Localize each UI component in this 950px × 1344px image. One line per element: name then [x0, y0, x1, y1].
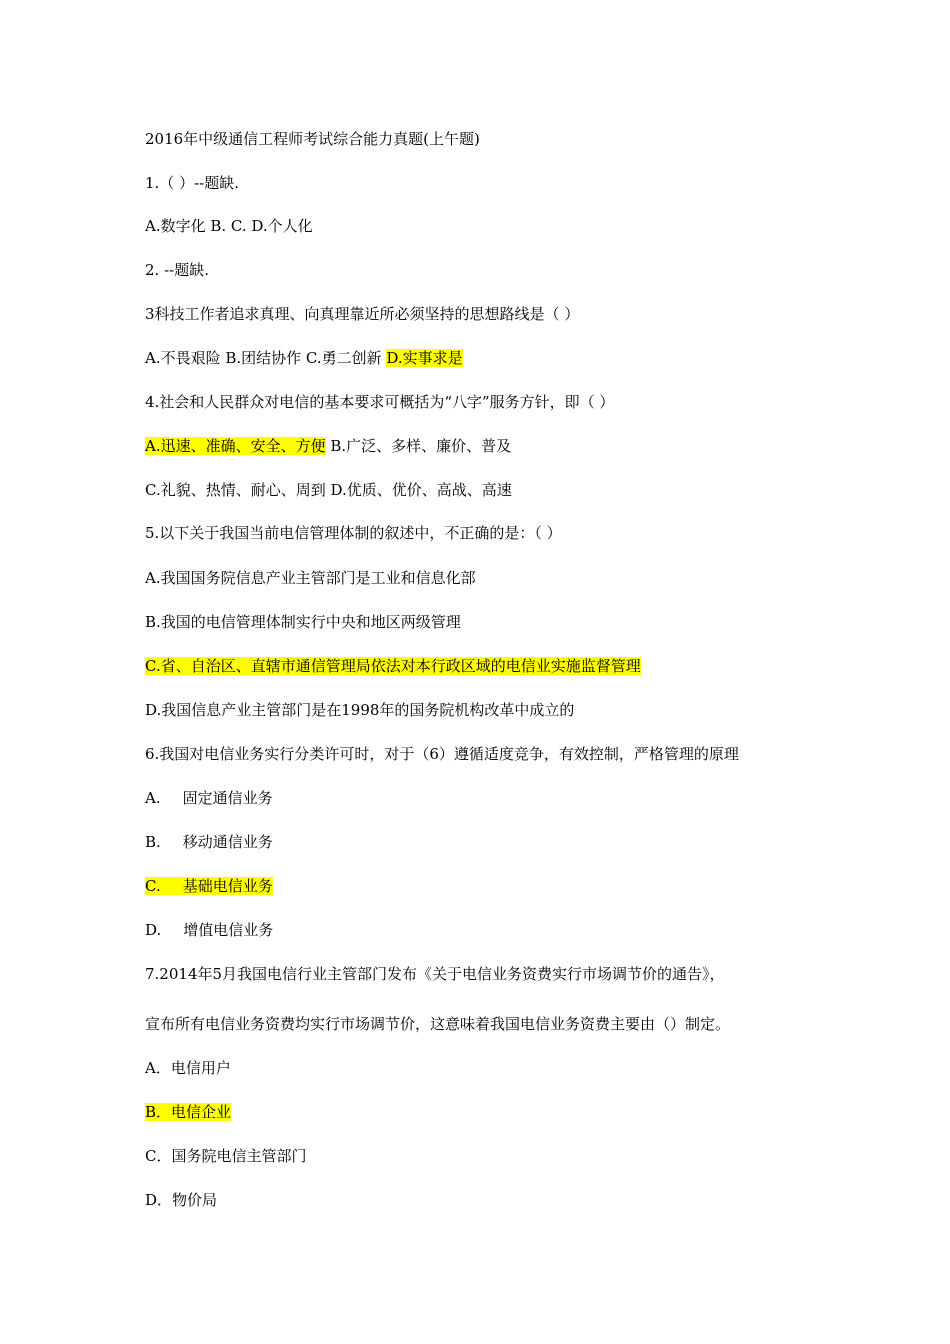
- option-label: B.: [145, 833, 161, 851]
- question-4-options-ab: [145, 435, 511, 457]
- option-label: D.: [145, 921, 162, 939]
- question-5-option-c: [145, 655, 641, 677]
- answer-highlight: C.省、自治区、直辖市通信管理局依法对本行政区域的电信业实施监督管理: [145, 657, 641, 675]
- answer-highlight: A.迅速、准确、安全、方便: [145, 437, 326, 455]
- options-text: B.广泛、多样、廉价、普及: [325, 437, 512, 455]
- question-7-option-a: A．电信用户: [145, 1059, 231, 1077]
- question-6-option-c: [145, 875, 273, 897]
- question-5-option-a: A.我国国务院信息产业主管部门是工业和信息化部: [145, 569, 476, 587]
- question-7-option-d: D．物价局: [145, 1191, 218, 1209]
- question-7-option-b: [145, 1101, 231, 1123]
- option-text: 增值电信业务: [183, 921, 274, 939]
- question-7-option-c: C．国务院电信主管部门: [145, 1147, 307, 1165]
- option-text: 移动通信业务: [182, 833, 273, 851]
- option-text: 固定通信业务: [182, 789, 273, 807]
- document-title: 2016年中级通信工程师考试综合能力真题(上午题): [145, 130, 480, 148]
- question-6-option-d: [145, 919, 273, 941]
- answer-highlight: B．电信企业: [145, 1103, 232, 1121]
- option-label: A.: [145, 789, 161, 807]
- option-label: C.: [145, 877, 161, 895]
- question-4-options-cd: C.礼貌、热情、耐心、周到 D.优质、优价、高战、高速: [145, 481, 512, 499]
- question-6: 6.我国对电信业务实行分类许可时，对于（6）遵循适度竞争，有效控制，严格管理的原理: [145, 745, 739, 763]
- question-1: 1.（ ）--题缺.: [145, 174, 239, 192]
- question-5-option-b: B.我国的电信管理体制实行中央和地区两级管理: [145, 613, 461, 631]
- question-5-option-d: D.我国信息产业主管部门是在1998年的国务院机构改革中成立的: [145, 701, 575, 719]
- question-2: 2. --题缺.: [145, 261, 209, 279]
- question-5: 5.以下关于我国当前电信管理体制的叙述中，不正确的是：（ ）: [145, 524, 562, 542]
- question-7-line-2: 宣布所有电信业务资费均实行市场调节价，这意味着我国电信业务资费主要由（）制定。: [145, 1015, 731, 1033]
- question-7-line-1: 7.2014年5月我国电信行业主管部门发布《关于电信业务资费实行市场调节价的通告》，: [145, 965, 725, 983]
- answer-highlight: D.实事求是: [386, 349, 463, 367]
- question-3-options: [145, 347, 463, 369]
- answer-highlight: [145, 877, 273, 895]
- question-6-option-a: [145, 787, 273, 809]
- question-1-options: A.数字化 B. C. D.个人化: [145, 217, 313, 235]
- question-4: 4.社会和人民群众对电信的基本要求可概括为“八字”服务方针，即（ ）: [145, 393, 615, 411]
- question-6-option-b: [145, 831, 273, 853]
- options-text: A.不畏艰险 B.团结协作 C.勇二创新: [145, 349, 387, 367]
- option-text: 基础电信业务: [182, 877, 273, 895]
- question-3: 3科技工作者追求真理、向真理靠近所必须坚持的思想路线是（ ）: [145, 305, 580, 323]
